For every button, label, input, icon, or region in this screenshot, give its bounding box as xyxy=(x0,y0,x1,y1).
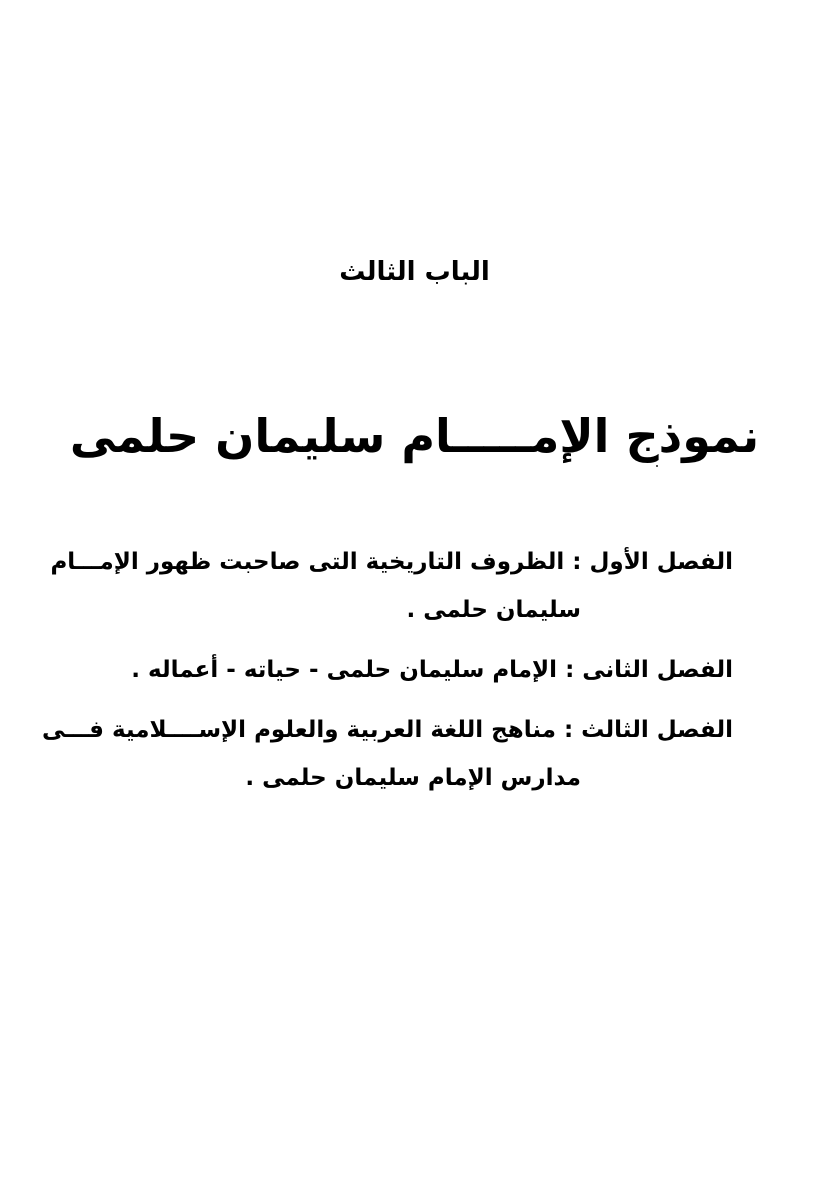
chapter-line: الفصل الأول : الظروف التاريخية التى صاحبت ظهور الإمـــام xyxy=(50,549,733,575)
scan-speck xyxy=(656,465,658,467)
chapter-list xyxy=(42,538,733,814)
chapter-item xyxy=(42,706,733,802)
chapter-item xyxy=(97,646,733,694)
chapter-item xyxy=(50,538,733,634)
chapter-line: الفصل الثالث : مناهج اللغة العربية والعلوم الإســــلامية فـــى xyxy=(42,717,733,743)
section-title: نموذج الإمـــــام سليمان حلمى xyxy=(69,409,760,463)
chapter-line: الفصل الثانى : الإمام سليمان حلمى - حياته - أعماله . xyxy=(131,657,733,683)
chapter-line-continued: سليمان حلمى . xyxy=(406,597,581,623)
chapter-line-continued: مدارس الإمام سليمان حلمى . xyxy=(245,765,581,791)
part-heading: الباب الثالث xyxy=(339,257,490,287)
